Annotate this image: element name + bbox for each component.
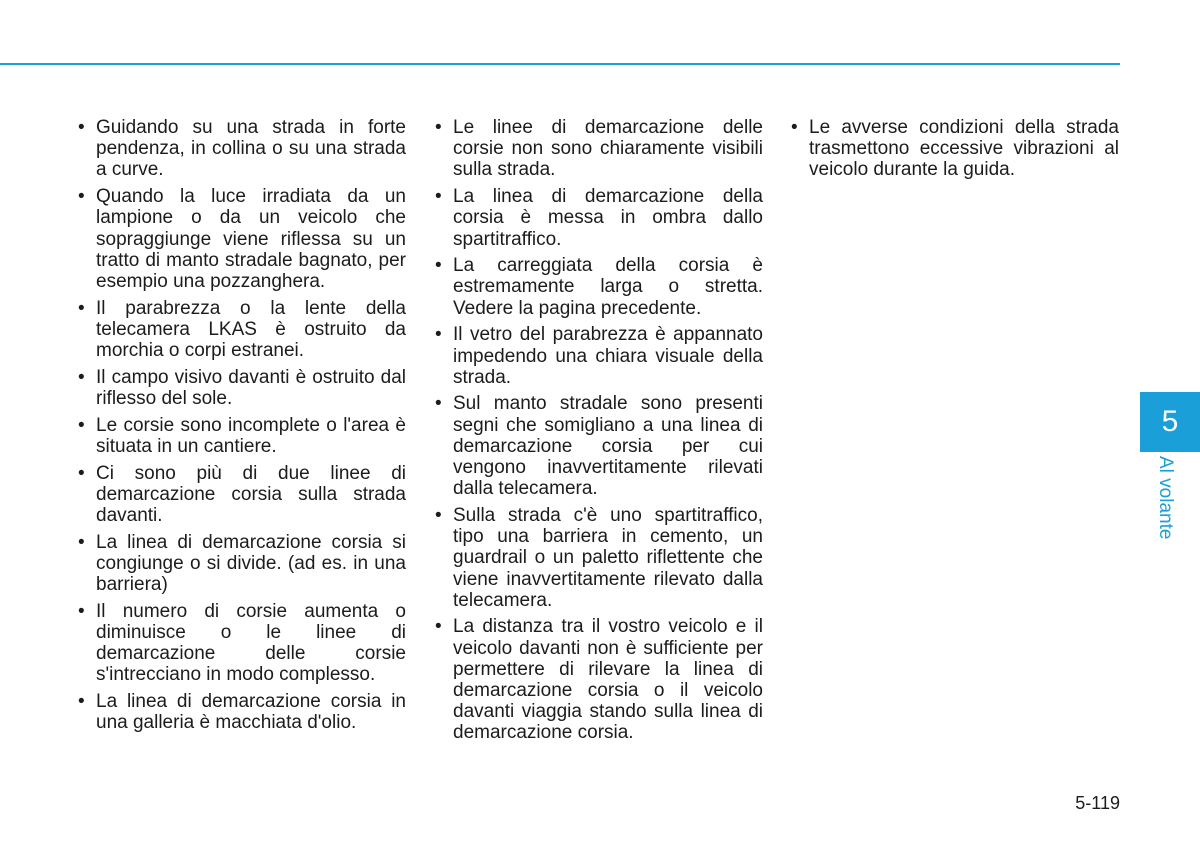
list-item [435, 393, 763, 499]
bullet-icon: • [435, 616, 442, 638]
bullet-icon: • [435, 255, 442, 277]
bullet-icon: • [435, 393, 442, 415]
list-item [78, 532, 406, 596]
list-item [78, 601, 406, 686]
bullet-icon: • [435, 117, 442, 138]
bullet-icon: • [791, 117, 798, 138]
chapter-number: 5 [1161, 405, 1179, 438]
page-number: 5-119 [1075, 793, 1120, 813]
list-item [78, 117, 406, 181]
list-item-text: La linea di demarcazione della corsia è messa in ombra dallo spartitraffico. [453, 186, 763, 250]
list-item-text: Le avverse condizioni della strada trasmettono eccessive vibrazioni al veicolo durante la guida. [809, 117, 1119, 181]
list-item [435, 324, 763, 388]
bullet-icon: • [78, 366, 85, 388]
list-item-text: Sul manto stradale sono presenti segni che somigliano a una linea di demarcazione corsia per cui vengono inavvertitamente rilevati dalla telecamera. [453, 393, 763, 500]
list-item-text: Ci sono più di due linee di demarcazione corsia sulla strada davanti. [96, 462, 406, 526]
list-item-text: Il parabrezza o la lente della telecamera LKAS è ostruito da morchia o corpi estranei. [96, 297, 406, 362]
chapter-title: Al volante [1155, 456, 1176, 540]
list-item-text: Le corsie sono incomplete o l'area è situata in un cantiere. [96, 414, 406, 457]
list-item-text: Il vetro del parabrezza è appannato impedendo una chiara visuale della strada. [453, 324, 763, 388]
list-item [78, 367, 406, 409]
list-item-text: Quando la luce irradiata da un lampione o da un veicolo che sopraggiunge viene riflessa su un tratto di manto stradale bagnato, per esempio una pozzanghera. [96, 186, 406, 292]
list-item-text: La linea di demarcazione corsia si congiunge o si divide. (ad es. in una barriera) [96, 531, 406, 596]
bullet-icon: • [78, 117, 85, 138]
bullet-list [791, 117, 1119, 181]
list-item-text: Il numero di corsie aumenta o diminuisce o le linee di demarcazione delle corsie s'intrecciano in modo complesso. [96, 600, 406, 686]
list-item-text: Guidando su una strada in forte pendenza, in collina o su una strada a curve. [96, 117, 406, 181]
list-item [78, 415, 406, 457]
list-item [791, 117, 1119, 181]
text-column-2 [435, 117, 763, 749]
list-item [78, 463, 406, 527]
bullet-icon: • [78, 600, 85, 622]
bullet-icon: • [78, 462, 85, 484]
bullet-icon: • [78, 186, 85, 208]
bullet-list [78, 117, 406, 733]
bullet-icon: • [78, 414, 85, 436]
list-item-text: La distanza tra il vostro veicolo e il veicolo davanti non è sufficiente per permettere di rilevare la linea di demarcazione corsia o il veicolo davanti viaggia stando sulla linea di demarcazione corsia. [453, 616, 763, 744]
bullet-icon: • [435, 324, 442, 346]
list-item [435, 505, 763, 611]
header-rule [0, 63, 1120, 65]
text-column-3 [791, 117, 1119, 186]
bullet-icon: • [435, 186, 442, 208]
list-item [435, 117, 763, 181]
list-item-text: La linea di demarcazione corsia in una galleria è macchiata d'olio. [96, 691, 406, 734]
list-item [435, 255, 763, 319]
list-item [435, 616, 763, 743]
list-item [78, 691, 406, 733]
list-item [435, 186, 763, 250]
text-column-1 [78, 117, 406, 739]
chapter-tab [1140, 392, 1200, 452]
list-item-text: La carreggiata della corsia è estremamente larga o stretta. Vedere la pagina precedente. [453, 255, 763, 319]
bullet-icon: • [435, 504, 442, 526]
bullet-icon: • [78, 297, 85, 319]
list-item [78, 186, 406, 292]
list-item-text: Sulla strada c'è uno spartitraffico, tipo una barriera in cemento, un guardrail o un paletto riflettente che viene inavvertitamente rilevato dalla telecamera. [453, 504, 763, 611]
list-item-text: Il campo visivo davanti è ostruito dal riflesso del sole. [96, 366, 406, 409]
bullet-icon: • [78, 691, 85, 713]
list-item [78, 298, 406, 362]
bullet-list [435, 117, 763, 744]
list-item-text: Le linee di demarcazione delle corsie non sono chiaramente visibili sulla strada. [453, 117, 763, 181]
bullet-icon: • [78, 531, 85, 553]
